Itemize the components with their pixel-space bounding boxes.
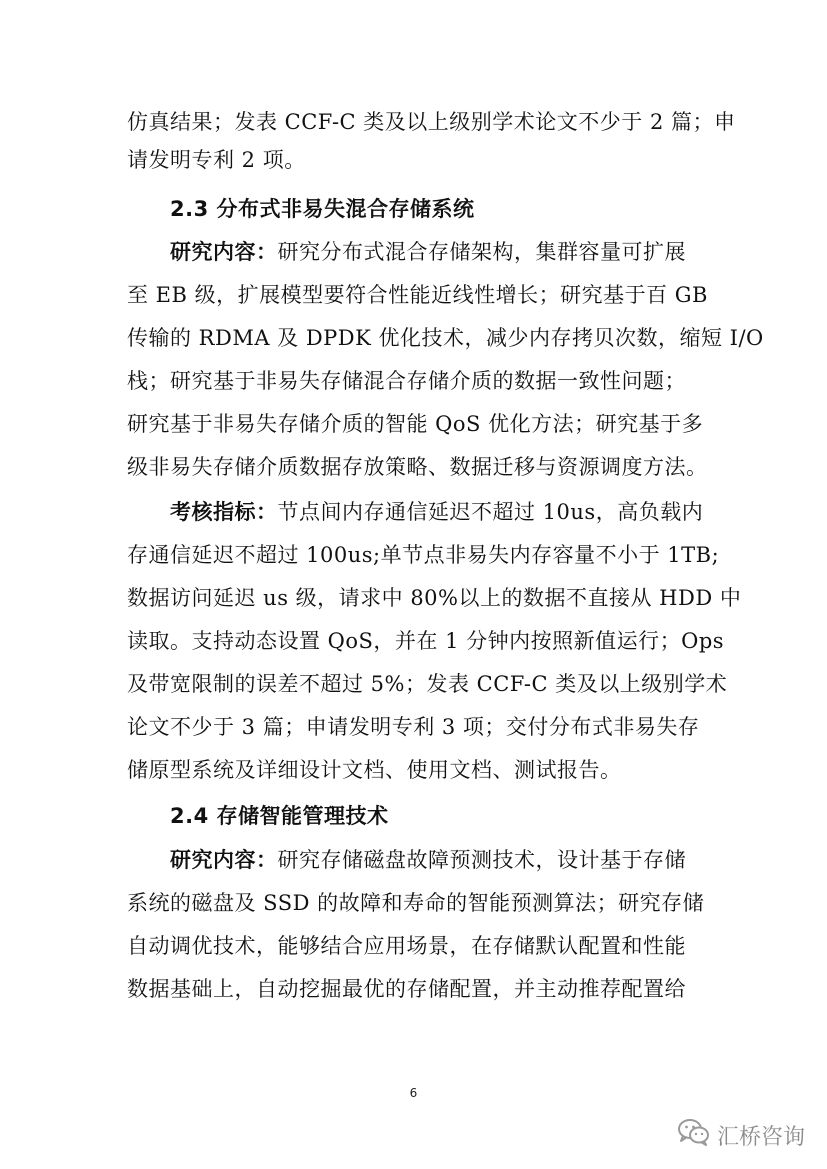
text-line: 研究存储磁盘故障预测技术，设计基于存储 xyxy=(277,848,686,872)
text-line: 研究分布式混合存储架构，集群容量可扩展 xyxy=(277,240,686,264)
text-line: 及带宽限制的误差不超过 5%；发表 CCF-C 类及以上级别学术 xyxy=(127,672,728,696)
text-line: 节点间内存通信延迟不超过 10us，高负载内 xyxy=(277,500,704,524)
text-line: 论文不少于 3 篇；申请发明专利 3 项；交付分布式非易失存 xyxy=(127,715,700,739)
text-line: 数据访问延迟 us 级，请求中 80%以上的数据不直接从 HDD 中 xyxy=(127,586,742,610)
text-line: 级非易失存储介质数据存放策略、数据迁移与资源调度方法。 xyxy=(127,455,708,479)
text-line: 仿真结果；发表 CCF-C 类及以上级别学术论文不少于 2 篇；申 xyxy=(127,110,736,134)
text-line: 系统的磁盘及 SSD 的故障和寿命的智能预测算法；研究存储 xyxy=(127,891,705,915)
text-line: 存通信延迟不超过 100us;单节点非易失内存容量不小于 1TB; xyxy=(127,543,720,567)
text-line: 自动调优技术，能够结合应用场景，在存储默认配置和性能 xyxy=(127,934,686,958)
page-number: 6 xyxy=(409,1086,418,1100)
text-line: 数据基础上，自动挖掘最优的存储配置，并主动推荐配置给 xyxy=(127,977,686,1001)
research-label: 研究内容： xyxy=(170,240,278,264)
text-line: 研究基于非易失存储介质的智能 QoS 优化方法；研究基于多 xyxy=(127,412,704,436)
text-line: 传输的 RDMA 及 DPDK 优化技术，减少内存拷贝次数，缩短 I/O xyxy=(127,326,764,350)
watermark xyxy=(677,1118,805,1152)
research-label: 研究内容： xyxy=(170,848,278,872)
paragraph-assessment-2-3 xyxy=(170,497,750,527)
assessment-label: 考核指标： xyxy=(170,500,278,524)
text-line: 读取。支持动态设置 QoS，并在 1 分钟内按照新值运行；Ops xyxy=(127,629,725,653)
text-line: 栈；研究基于非易失存储混合存储介质的数据一致性问题； xyxy=(127,369,686,393)
text-line: 储原型系统及详细设计文档、使用文档、测试报告。 xyxy=(127,758,622,782)
text-line: 请发明专利 2 项。 xyxy=(127,148,306,172)
section-heading-2-4: 2.4 存储智能管理技术 xyxy=(170,804,389,828)
section-heading-2-3: 2.3 分布式非易失混合存储系统 xyxy=(170,197,475,221)
watermark-text: 汇桥咨询 xyxy=(716,1124,805,1150)
text-line: 至 EB 级，扩展模型要符合性能近线性增长；研究基于百 GB xyxy=(127,283,708,307)
paragraph-research-2-3 xyxy=(170,237,750,267)
wechat-icon xyxy=(677,1118,711,1152)
paragraph-research-2-4 xyxy=(170,845,750,875)
